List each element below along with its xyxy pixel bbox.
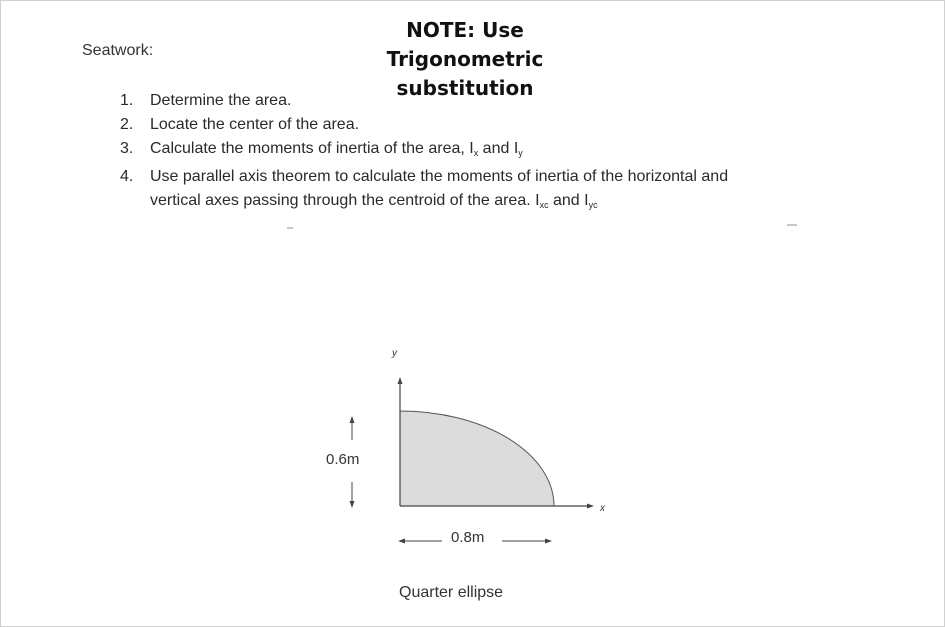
task-text: Locate the center of the area.: [150, 116, 360, 133]
note-line-1: NOTE: Use: [406, 18, 524, 42]
x-axis-arrow-icon: [587, 504, 594, 509]
subscript-x: x: [473, 148, 479, 158]
task-number: 4.: [120, 168, 134, 185]
quarter-ellipse-shape: [400, 411, 554, 506]
height-label: 0.6m: [326, 451, 360, 468]
y-axis-arrow-icon: [398, 377, 403, 384]
arrow-up-icon: [350, 416, 355, 423]
task-number: 2.: [120, 116, 134, 133]
note-line-2: Trigonometric: [386, 47, 544, 71]
task-text: Determine the area.: [150, 92, 292, 109]
task-number: 3.: [120, 140, 134, 157]
task-text-line-2: vertical axes passing through the centroid of the area. I: [150, 192, 540, 209]
figure-caption: Quarter ellipse: [399, 584, 504, 601]
subscript-xc: xc: [539, 200, 549, 210]
task-number: 1.: [120, 92, 134, 109]
subscript-y: y: [518, 148, 523, 158]
subscript-yc: yc: [588, 200, 598, 210]
task-text-line-2-mid: and I: [548, 192, 589, 209]
x-axis-label: x: [600, 503, 605, 514]
task-text-start: Calculate the moments of inertia of the area, I: [150, 140, 474, 157]
y-axis-label: y: [392, 348, 397, 359]
arrow-right-icon: [545, 539, 552, 544]
task-text-mid: and I: [478, 140, 519, 157]
task-text-line-1: Use parallel axis theorem to calculate the moments of inertia of the horizontal and: [150, 168, 729, 185]
seatwork-label: Seatwork:: [82, 42, 154, 59]
note-line-3: substitution: [396, 76, 534, 100]
arrow-left-icon: [398, 539, 405, 544]
width-label: 0.8m: [451, 529, 485, 546]
arrow-down-icon: [350, 501, 355, 508]
